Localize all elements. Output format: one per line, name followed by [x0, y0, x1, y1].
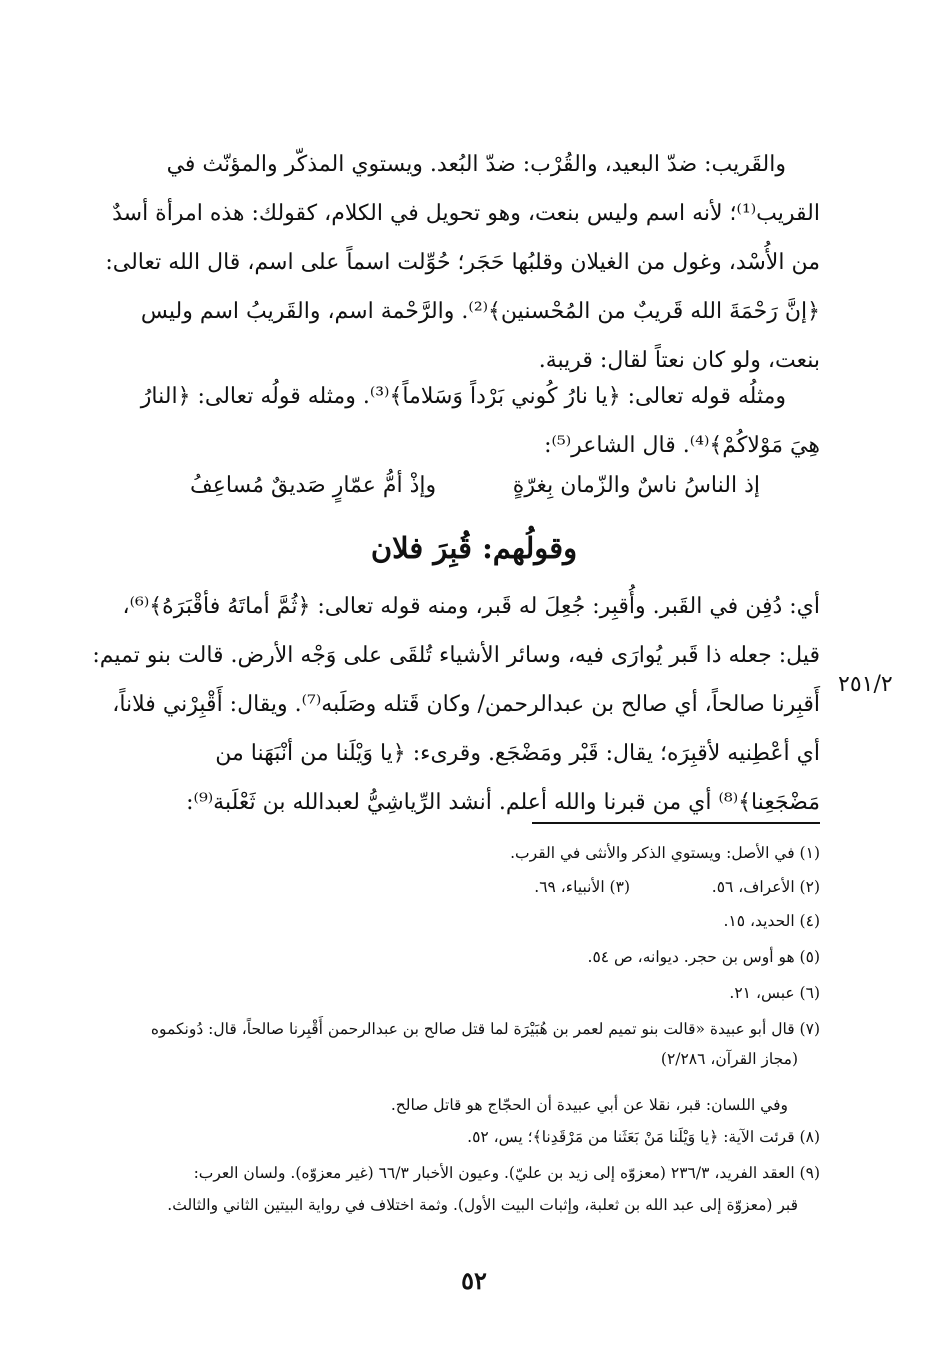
text-line: هِيَ مَوْلاكُمْ﴾⁽⁴⁾. قال الشاعر⁽⁵⁾:: [544, 433, 820, 458]
verse-first-hemistich: إذ الناسُ ناسٌ والزّمان بِغرّةٍ: [512, 473, 760, 498]
text-line: والقَريب: ضدّ البعيد، والقُرْب: ضدّ البُعد. ويستوي المذكّر والمؤنّث في: [166, 152, 786, 177]
text-line: من الأُسْد، وغول من الغيلان وقلبُها حَجَر؛ حُوِّلت اسماً على اسم، قال الله تعالى:: [105, 250, 820, 275]
text-line: أي أعْطِنيه لأقبِرَه؛ يقال: قَبْر ومَضْجَع. وقرىء: ﴿يا وَيْلَنا من أنْبَهَنا من: [215, 741, 820, 766]
paragraph-qabr: [92, 582, 820, 827]
text-line: ومثلُه قوله تعالى: ﴿يا نارُ كُوني بَرْداً وَسَلاماً﴾⁽³⁾. ومثله قولُه تعالى: ﴿النارُ: [140, 384, 786, 409]
text-line: أي: دُفِن في القَبر. وأُقبِر: جُعِلَ له قَبر، ومنه قوله تعالى: ﴿ثُمَّ أماتَهُ فأقْبَرَهُ﴾⁽⁶⁾،: [122, 594, 820, 619]
poetry-verse: [130, 466, 820, 506]
text-line: القريب⁽¹⁾؛ لأنه اسم وليس بنعت، وهو تحويل في الكلام، كقولك: هذه امرأة أسدٌ: [112, 201, 820, 226]
text-line: بنعت، ولو كان نعتاً لقال: قريبة.: [538, 348, 820, 373]
footnote-7: (٧) قال أبو عبيدة «قالت بنو تميم لعمر بن هُبَيْرَة لما قتل صالح بن عبدالرحمن أَقْبِرنا صالحاً، قال: دُونكموه: [150, 1020, 820, 1038]
footnote-8: (٨) قرئت الآية: ﴿يا وَيْلَنا مَنْ بَعَثَنا من مَرْقَدِنا﴾؛ يس، ٥٢.: [467, 1128, 820, 1146]
page-number: ٥٢: [461, 1266, 487, 1295]
footnote-2: (٢) الأعراف، ٥٦.: [711, 878, 820, 896]
paragraph-examples: [130, 372, 820, 470]
footnote-row-2-3: [120, 872, 820, 902]
margin-reference: ٢٥١/٢: [838, 672, 893, 697]
footnote-7-source: (مجاز القرآن، ٢/٢٨٦): [660, 1050, 798, 1068]
section-heading: وقولُهم: قُبِرَ فلان: [370, 531, 578, 565]
footnote-7-note: وفي اللسان: قبر، نقلا عن أبي عبيدة أن الحجّاج هو قاتل صالح.: [390, 1096, 788, 1114]
footnote-9: (٩) العقد الفريد، ٢٣٦/٣ (معزوّه إلى زيد بن عليّ). وعيون الأخبار ٦٦/٣ (غير معزوّه). ولسان العرب:: [193, 1164, 820, 1182]
text-line: أَقبِرنا صالحاً، أي صالح بن عبدالرحمن/ وكان قَتله وصَلَبه⁽⁷⁾. ويقال: أَقْبِرْني فلاناً،: [112, 692, 820, 717]
text-line: مَضْجَعِنا﴾⁽⁸⁾ أي من قبرنا والله أعلم. أنشد الرِّياشِيُّ لعبدالله بن ثَعْلَبة⁽⁹⁾:: [186, 790, 820, 815]
footnote-1: (١) في الأصل: ويستوي الذكر والأنثى في القرب.: [510, 844, 820, 862]
text-line: ﴿إنَّ رَحْمَةَ الله قَريبٌ من المُحْسنين﴾⁽²⁾. والرَّحْمة اسم، والقَريبُ اسم وليس: [140, 299, 820, 324]
paragraph-qarib: [105, 140, 820, 385]
footnote-3: (٣) الأنبياء، ٦٩.: [534, 878, 630, 896]
footnote-separator: [532, 822, 820, 824]
footnote-6: (٦) عبس، ٢١.: [729, 984, 820, 1002]
footnote-4: (٤) الحديد، ١٥.: [723, 912, 820, 930]
verse-second-hemistich: وإذْ أمُّ عمّارٍ صَديقٌ مُساعِفُ: [190, 473, 437, 498]
text-line: قيل: جعله ذا قَبر يُوارَى فيه، وسائر الأشياء تُلقَى على وَجْه الأرض. قالت بنو تميم:: [92, 643, 820, 668]
footnote-9-continued: قبر (معزوّة إلى عبد الله بن ثعلبة، وإثبات البيت الأول). وثمة اختلاف في رواية البيتين الثاني والثالث.: [167, 1196, 798, 1214]
footnote-5: (٥) هو أوس بن حجر. ديوانه، ص ٥٤.: [587, 948, 820, 966]
